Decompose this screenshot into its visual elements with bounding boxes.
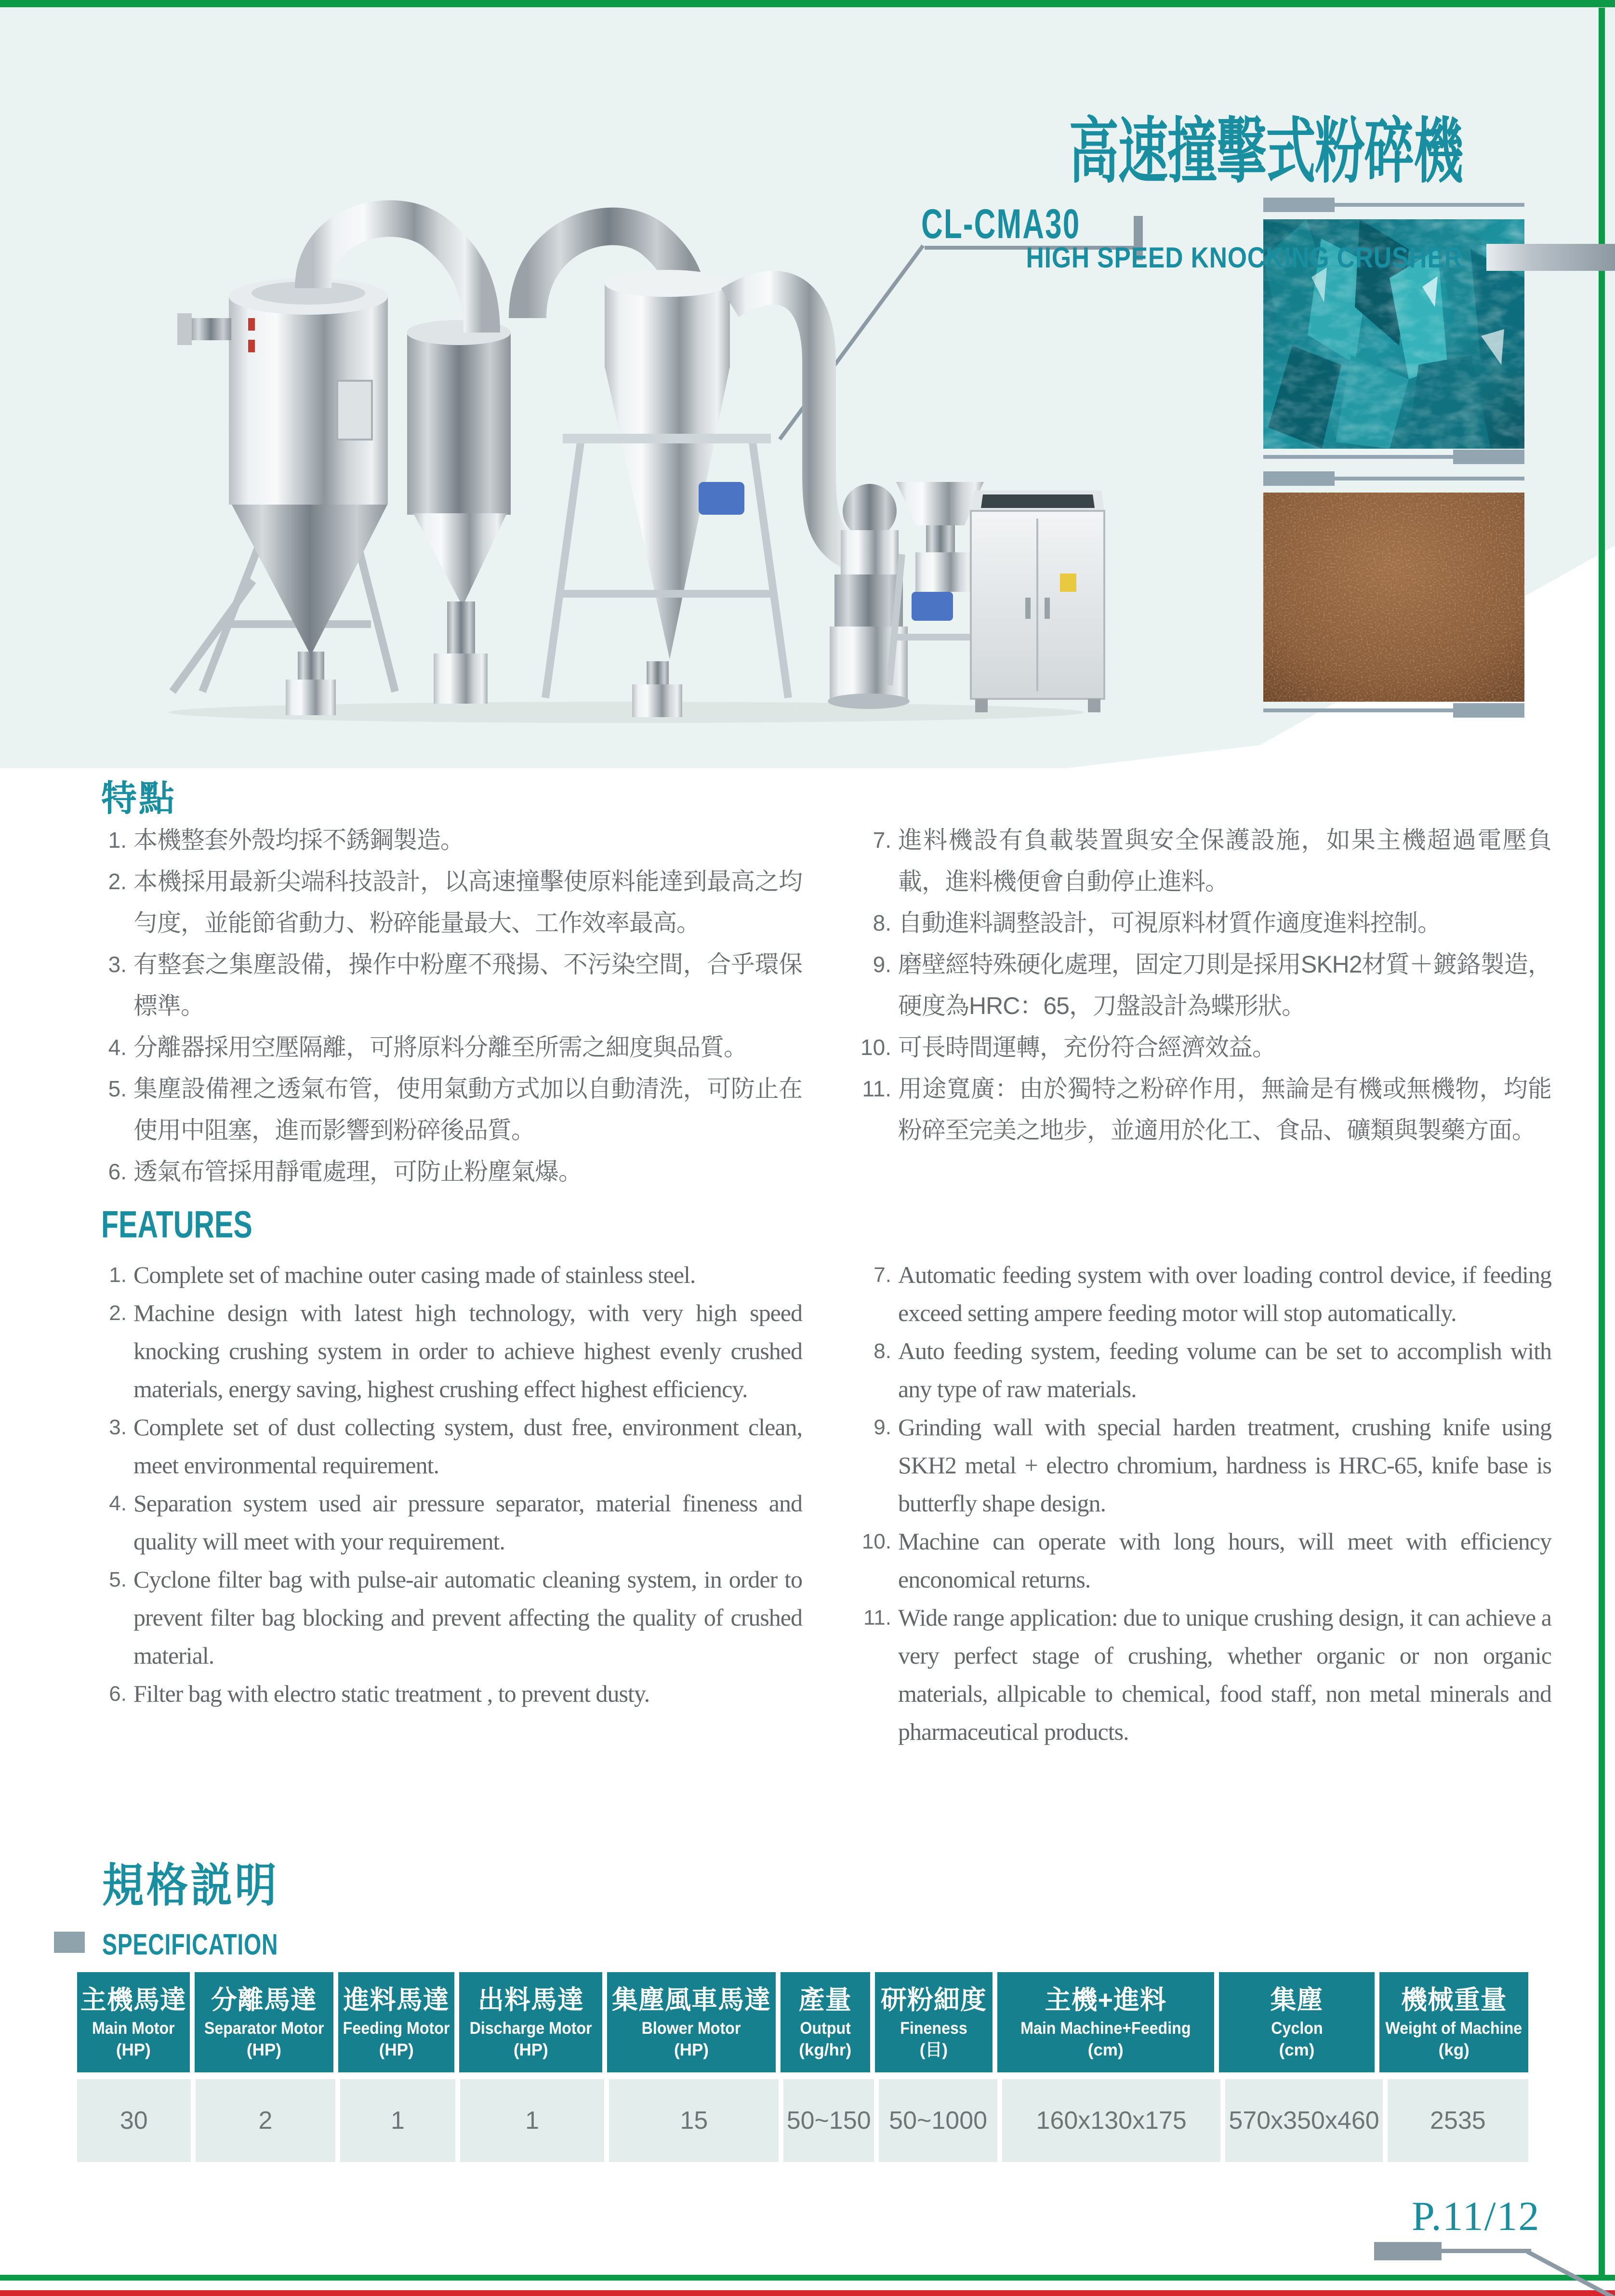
spec-column-header <box>607 1972 775 2072</box>
feature-item-number: 1. <box>109 1263 127 1287</box>
feature-item-number: 2. <box>109 1301 127 1325</box>
spec-header-en: Output <box>799 2019 851 2038</box>
feature-item <box>852 819 1551 902</box>
feature-item <box>103 1027 802 1068</box>
background-panel-bottom <box>0 0 1253 156</box>
spec-header-unit: (cm) <box>1279 2041 1315 2059</box>
feature-item <box>852 1332 1551 1408</box>
feature-item-number: 4. <box>108 1035 127 1060</box>
spec-header-unit: (cm) <box>1087 2041 1124 2059</box>
spec-header-unit: (HP) <box>116 2041 151 2059</box>
spec-heading-en: SPECIFICATION <box>102 1928 278 1962</box>
feature-item <box>103 1068 802 1151</box>
spec-value-cell: 30 <box>77 2079 191 2162</box>
feature-item-number: 2. <box>108 869 127 894</box>
spec-column-header <box>875 1972 993 2072</box>
frame-line-right <box>1599 8 1605 2279</box>
spec-header-en: Main Machine+Feeding <box>1020 2019 1191 2038</box>
feature-item-number: 9. <box>873 952 891 977</box>
spec-header-zh: 集塵風車馬達 <box>612 1986 771 2015</box>
spec-column-header <box>1219 1972 1375 2072</box>
spec-header-zh: 產量 <box>798 1986 852 2015</box>
feature-item <box>103 819 802 861</box>
spec-header-en: Discharge Motor <box>469 2019 592 2038</box>
feature-item <box>103 1151 802 1192</box>
spec-header-zh: 主機馬達 <box>80 1986 186 2015</box>
spec-header-unit: (kg) <box>1438 2041 1469 2059</box>
feature-item-number: 5. <box>109 1568 127 1591</box>
page-title: 高速撞擊式粉碎機 <box>1069 112 1463 191</box>
feature-item <box>852 1408 1551 1522</box>
spec-column-header <box>997 1972 1214 2072</box>
feature-item-number: 7. <box>874 1263 891 1287</box>
page-number: P.11/12 <box>1412 2193 1540 2239</box>
spec-table <box>77 1972 1528 2162</box>
features-list-zh-right <box>852 819 1551 1151</box>
feature-item-text: 集塵設備裡之透氣布管，使用氣動方式加以自動清洗，可防止在使用中阻塞，進而影響到粉碎後品質。 <box>133 1075 802 1144</box>
feature-item <box>852 1027 1551 1068</box>
features-list-en-left <box>103 1256 802 1713</box>
feature-item <box>103 861 802 944</box>
feature-item-number: 4. <box>109 1492 127 1515</box>
frame-line-red <box>0 2290 1615 2296</box>
feature-item-number: 5. <box>108 1076 127 1101</box>
feature-item-text: Machine can operate with long hours, will meet with efficiency enconomical returns. <box>898 1528 1551 1593</box>
feature-item-text: 本機採用最新尖端科技設計，以高速撞擊使原料能達到最高之均勻度，並能節省動力、粉碎能量最大、工作效率最高。 <box>133 868 802 936</box>
pageno-pointer-block <box>1374 2242 1442 2260</box>
header-accent-bar <box>1486 244 1615 271</box>
spec-heading-zh: 規格説明 <box>102 1860 279 1911</box>
spec-header-zh: 進料馬達 <box>343 1986 450 2015</box>
spec-header-unit: (HP) <box>379 2041 414 2059</box>
feature-item <box>103 1675 802 1713</box>
spec-header-unit: (HP) <box>246 2041 281 2059</box>
feature-item <box>103 1256 802 1294</box>
photo-frame-line <box>1330 203 1524 207</box>
spec-column-header <box>338 1972 454 2072</box>
spec-header-zh: 研粉細度 <box>880 1986 987 2015</box>
spec-value-cell: 1 <box>340 2079 455 2162</box>
spec-value-cell: 570x350x460 <box>1225 2079 1383 2162</box>
feature-item-number: 8. <box>874 1339 891 1363</box>
spec-column-header <box>781 1972 870 2072</box>
feature-item-text: Auto feeding system, feeding volume can be set to accomplish with any type of raw materials. <box>898 1337 1551 1402</box>
feature-item-text: 本機整套外殼均採不銹鋼製造。 <box>133 827 464 854</box>
feature-item <box>852 1522 1551 1599</box>
spec-header-en: Main Motor <box>92 2019 175 2038</box>
feature-item-text: Automatic feeding system with over loading control device, if feeding exceed setting ampere feeding motor will stop automatically. <box>898 1261 1551 1326</box>
feature-item-number: 8. <box>873 910 891 935</box>
spec-header-unit: (HP) <box>674 2041 709 2059</box>
feature-item-text: 有整套之集塵設備，操作中粉塵不飛揚、不污染空間，合乎環保標準。 <box>133 951 802 1019</box>
feature-item-text: 用途寬廣：由於獨特之粉碎作用，無論是有機或無機物，均能粉碎至完美之地步，並適用於化工、食品、礦類與製藥方面。 <box>898 1075 1551 1144</box>
spec-column-header <box>1379 1972 1528 2072</box>
photo-frame-line <box>1330 477 1524 481</box>
feature-item-number: 6. <box>108 1159 127 1184</box>
feature-item <box>852 1068 1551 1151</box>
feature-item-number: 11. <box>862 1076 891 1101</box>
feature-item-text: Wide range application: due to unique crushing design, it can achieve a very perfect stage of crushing, whether organic or non organic materials, allpicable to chemical, food staff, non metal minerals and pharmaceutical products. <box>898 1604 1551 1745</box>
feature-item-number: 7. <box>873 828 891 853</box>
feature-item-text: Cyclone filter bag with pulse-air automatic cleaning system, in order to prevent filter bag blocking and prevent affecting the quality of crushed material. <box>133 1566 802 1669</box>
page-subtitle: HIGH SPEED KNOCKING CRUSHER <box>1026 241 1463 274</box>
photo-frame-block <box>1453 703 1524 718</box>
feature-item <box>103 1408 802 1484</box>
feature-item-number: 6. <box>109 1682 127 1706</box>
powder-material-photo <box>1263 493 1524 702</box>
spec-header-en: Feeding Motor <box>343 2019 450 2038</box>
feature-item-text: Complete set of dust collecting system, dust free, environment clean, meet environmental requirement. <box>133 1414 802 1479</box>
features-list-zh-left <box>103 819 802 1192</box>
feature-item-number: 11. <box>863 1606 891 1629</box>
spec-header-zh: 分離馬達 <box>211 1986 317 2015</box>
spec-value-cell: 160x130x175 <box>1002 2079 1220 2162</box>
spec-header-en: Fineness <box>900 2019 967 2038</box>
feature-item-text: 磨壁經特殊硬化處理，固定刀則是採用SKH2材質＋鍍鉻製造，硬度為HRC：65，刀盤設計為蝶形狀。 <box>898 951 1551 1019</box>
feature-item-text: Grinding wall with special harden treatment, crushing knife using SKH2 metal + electro chromium, hardness is HRC-65, knife base is butterfly shape design. <box>898 1414 1551 1517</box>
spec-value-cell: 50~150 <box>783 2079 874 2162</box>
spec-column-header <box>77 1972 190 2072</box>
spec-value-cell: 1 <box>460 2079 605 2162</box>
photo-frame-block <box>1263 198 1335 212</box>
spec-header-en: Cyclon <box>1271 2019 1323 2038</box>
feature-item-text: 分離器採用空壓隔離，可將原料分離至所需之細度與品質。 <box>133 1034 747 1061</box>
spec-header-en: Separator Motor <box>204 2019 324 2038</box>
feature-item <box>852 902 1551 944</box>
feature-item <box>103 944 802 1027</box>
feature-item <box>852 1599 1551 1751</box>
feature-item-number: 10. <box>861 1530 891 1553</box>
spec-value-cell: 2535 <box>1388 2079 1528 2162</box>
feature-item-number: 9. <box>874 1415 891 1439</box>
frame-line-top <box>0 0 1615 7</box>
features-heading-en: FEATURES <box>101 1203 252 1246</box>
feature-item-number: 10. <box>860 1035 891 1060</box>
features-list-en-right <box>852 1256 1551 1751</box>
feature-item <box>103 1561 802 1675</box>
model-number: CL-CMA30 <box>921 201 1081 247</box>
spec-table-header-row <box>77 1972 1528 2072</box>
spec-table-value-row <box>77 2079 1528 2162</box>
feature-item-text: Filter bag with electro static treatment , to prevent dusty. <box>133 1680 650 1707</box>
spec-value-cell: 15 <box>609 2079 779 2162</box>
spec-column-header <box>195 1972 333 2072</box>
feature-item <box>103 1484 802 1561</box>
machine-photo <box>145 174 1108 723</box>
frame-line-bottom <box>0 2275 1615 2281</box>
spec-header-en: Weight of Machine <box>1385 2019 1522 2038</box>
spec-column-header <box>459 1972 602 2072</box>
feature-item-text: 自動進料調整設計，可視原料材質作適度進料控制。 <box>898 909 1441 936</box>
spec-header-unit: (kg/hr) <box>799 2041 852 2059</box>
spec-value-cell: 2 <box>196 2079 336 2162</box>
spec-accent-dash <box>54 1932 85 1953</box>
photo-frame-block <box>1263 471 1335 486</box>
features-heading-zh: 特點 <box>101 778 176 818</box>
feature-item-number: 3. <box>108 952 127 977</box>
feature-item-number: 3. <box>109 1415 127 1439</box>
spec-header-unit: (目) <box>919 2041 948 2059</box>
feature-item-text: Separation system used air pressure separator, material fineness and quality will meet with your requirement. <box>133 1490 802 1555</box>
pageno-pointer-line <box>1440 2249 1531 2253</box>
spec-header-zh: 出料馬達 <box>477 1986 584 2015</box>
feature-item-text: Machine design with latest high technology, with very high speed knocking crushing system in order to achieve highest evenly crushed materials, energy saving, highest crushing effect highest efficiency. <box>133 1299 802 1402</box>
spec-header-en: Blower Motor <box>642 2019 741 2038</box>
feature-item <box>852 944 1551 1027</box>
spec-header-zh: 機械重量 <box>1401 1986 1507 2015</box>
feature-item-text: 透氣布管採用靜電處理，可防止粉塵氣爆。 <box>133 1158 582 1185</box>
feature-item-text: 進料機設有負載裝置與安全保護設施，如果主機超過電壓負載，進料機便會自動停止進料。 <box>898 827 1551 895</box>
feature-item <box>852 1256 1551 1332</box>
spec-header-zh: 主機+進料 <box>1045 1986 1167 2015</box>
feature-item <box>103 1294 802 1408</box>
feature-item-text: 可長時間運轉，充份符合經濟效益。 <box>898 1034 1276 1061</box>
photo-frame-block <box>1453 450 1524 464</box>
spec-header-zh: 集塵 <box>1270 1986 1324 2015</box>
spec-header-unit: (HP) <box>513 2041 548 2059</box>
spec-value-cell: 50~1000 <box>879 2079 997 2162</box>
feature-item-text: Complete set of machine outer casing made of stainless steel. <box>133 1261 696 1288</box>
feature-item-number: 1. <box>108 828 127 853</box>
